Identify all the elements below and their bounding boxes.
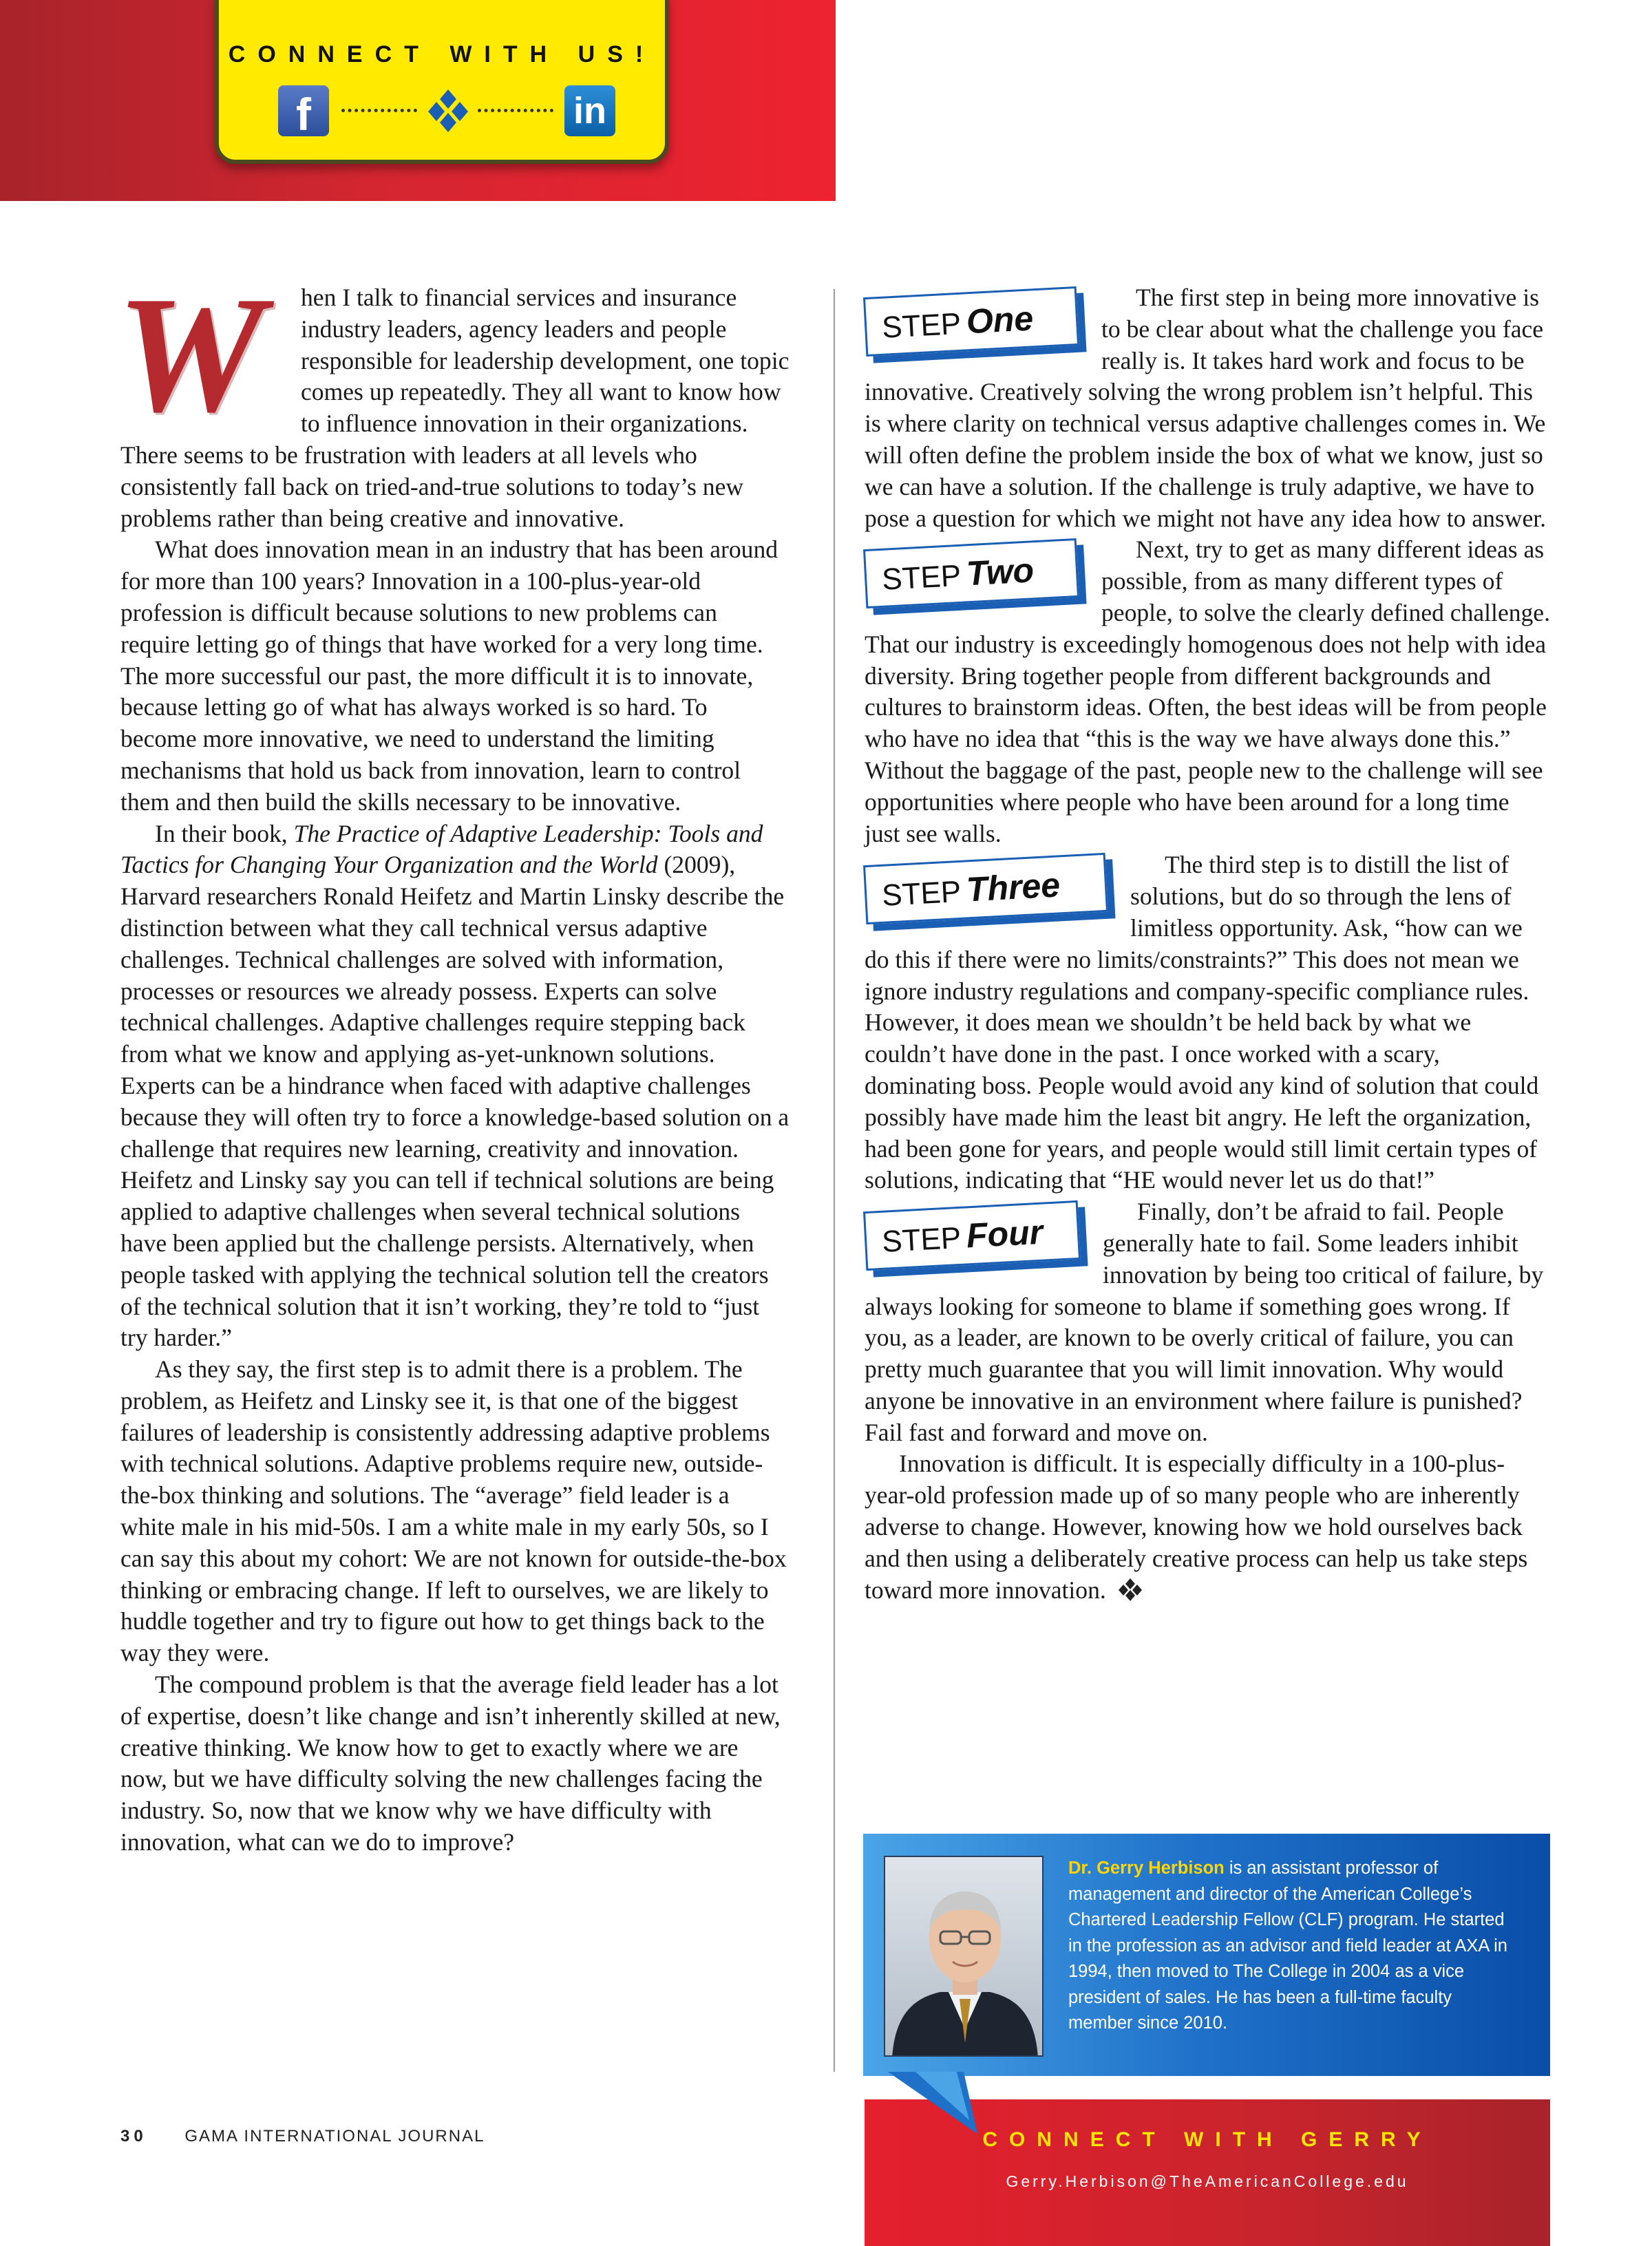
page-folio [120,2127,485,2146]
step-label: STEP [881,306,962,345]
author-bio [863,1834,1550,2076]
connect-gerry-title: CONNECT WITH GERRY [982,2128,1432,2151]
page-number: 30 [120,2127,147,2146]
author-photo [884,1856,1044,2057]
author-email-link[interactable]: Gerry.Herbison@TheAmericanCollege.edu [1006,2172,1409,2190]
author-portrait-icon [885,1857,1044,2057]
step-number: Three [965,865,1061,909]
step-label: STEP [881,1220,962,1259]
book-description: (2009), Harvard researchers Ronald Heifetz and Martin Linsky describe the distinction between what they call technical versus adaptive challenges. Technical challenges are solved with information, processes or resources we already possess. Experts can solve technical challenges. Adaptive challenges require stepping back from what we know and applying as-yet-unknown solutions. Experts can be a hindrance when faced with adaptive challenges because they will often try to force a knowledge-based solution on a challenge that requires new learning, creativity and innovation. Heifetz and Linsky say you can tell if technical solutions are being applied to adaptive challenges when several technical solutions have been applied but the challenge persists. Alternatively, when people tasked with applying the technical solution tell the creators of the technical solution that it isn’t working, they’re told to “just try harder.” [120,851,790,1352]
drop-cap: W [116,262,265,447]
dotted-connector [478,109,553,113]
step-one-text: The first step in being more innovative is to be clear about what the challenge you face really is. It takes hard work and focus to be innovative. Creatively solving the wrong problem isn’t helpful. This is where clarity on technical versus adaptive challenges comes in. We will often define the problem inside the box of what we know, just so we can have a solution. If the challenge is truly adaptive, we have to pose a question for which we might not have any idea how to answer. [865,284,1547,532]
step-number: Four [965,1212,1044,1256]
book-intro: In their book, [155,819,288,847]
speech-tail [888,2072,991,2134]
publication-name: GAMA INTERNATIONAL JOURNAL [184,2127,485,2146]
column-divider [834,289,835,2072]
linkedin-icon[interactable]: in [564,85,615,136]
step-two-badge [863,538,1079,608]
article-left-column [116,262,790,1858]
end-mark-icon [1116,1578,1144,1601]
paragraph-adaptive-leadership [120,818,790,1355]
paragraph-compound-problem: The compound problem is that the average field leader has a lot of expertise, doesn’t like change and isn’t inherently skilled at new, creative thinking. We know how to get to exactly where we are now, but we have difficulty solving the new challenges facing the industry. So, now that we know why we have difficulty with innovation, what can we do to improve? [120,1671,781,1856]
step-number: Two [965,551,1035,593]
step-four-badge [863,1200,1081,1271]
paragraph-admit-problem: As they say, the first step is to admit there is a problem. The problem, as Heifetz and Linsky see it, is that one of the biggest failures of leadership is consistently addressing adaptive problems with technical solutions. Adaptive problems require new, outside-the-box thinking and solutions. The “average” field leader is a white male in his mid-50s. I am a white male in my early 50s, so I can say this about my cohort: We are not known for outside-the-box thinking or embracing change. If left to ourselves, we are likely to huddle together and try to figure out how to get things back to the way they were. [120,1355,787,1667]
connect-title: CONNECT WITH US! [228,41,656,67]
top-banner [0,0,836,201]
bio-description: is an assistant professor of management and director of the American College’s Chartered Leadership Fellow (CLF) program. He started in the profession as an advisor and field leader at AXA in 1994, then moved to The College in 2004 as a vice president of sales. He has been a full-time faculty member since 2010. [1068,1858,1507,2033]
social-links [278,85,615,140]
college-logo-icon [423,88,474,134]
step-label: STEP [881,559,962,597]
dotted-connector [341,109,417,113]
author-name: Dr. Gerry Herbison [1068,1858,1225,1878]
closing-paragraph [865,1448,1550,1606]
book-title: The Practice of Adaptive Leadership: Tools and Tactics for Changing Your Organization and the World [120,819,763,879]
paragraph-intro: hen I talk to financial services and insurance industry leaders, agency leaders and people responsible for leadership development, one topic comes up repeatedly. They all want to know how to influence innovation in their organizations. There seems to be frustration with leaders at all levels who consistently fall back on tried-and-true solutions to today’s new problems rather than being creative and innovative. [120,284,790,532]
paragraph-innovation-meaning: What does innovation mean in an industry that has been around for more than 100 years? Innovation in a 100-plus-year-old profession is difficult because solutions to new problems can require letting go of things that have worked for a very long time. The more successful our past, the more difficult it is to innovate, because letting go of what has always worked is so hard. To become more innovative, we need to understand the limiting mechanisms that hold us back from innovation, learn to control them and then build the skills necessary to be innovative. [120,536,779,816]
connect-with-us-box [215,0,669,164]
step-three-text: The third step is to distill the list of solutions, but do so through the lens of limitless opportunity. Ask, “how can we do this if there were no limits/constraints?” This does not mean we ignore industry regulations and company-specific compliance rules. However, it does mean we shouldn’t be held back by what we couldn’t have done in the past. I once worked with a scary, dominating boss. People would avoid any kind of solution that could possibly have made him the least bit angry. He left the organization, had been gone for years, and people would still limit certain types of solutions, indicating that “HE would never let us do that!” [865,851,1539,1194]
closing-text: Innovation is difficult. It is especially difficulty in a 100-plus-year-old profession made up of so many people who are inherently adverse to change. However, knowing how we hold ourselves back and then using a deliberately creative process can help us take steps toward more innovation. [865,1450,1528,1604]
article-right-column [865,282,1550,1606]
bio-text [1068,1856,1509,2037]
step-two-text: Next, try to get as many different ideas as possible, from as many different types of people, to solve the clearly defined challenge. That our industry is exceedingly homogenous does not help with idea diversity. Bring together people from different backgrounds and cultures to brainstorm ideas. Often, the best ideas will be from people who have no idea that “this is the way we have always done this.” Without the baggage of the past, people new to the challenge will see opportunities where people who have been around for a long time just see walls. [865,536,1550,847]
step-one-badge [863,286,1079,357]
step-four-text: Finally, don’t be afraid to fail. People generally hate to fail. Some leaders inhibit innovation by being too critical of failure, by always looking for someone to blame if something goes wrong. If you, as a leader, are known to be overly critical of failure, you can pretty much guarantee that you will limit innovation. Why would anyone be innovative in an environment where failure is punished? Fail fast and forward and move on. [865,1198,1544,1446]
step-label: STEP [881,875,962,913]
step-number: One [965,299,1035,341]
facebook-icon[interactable]: f [278,85,329,136]
